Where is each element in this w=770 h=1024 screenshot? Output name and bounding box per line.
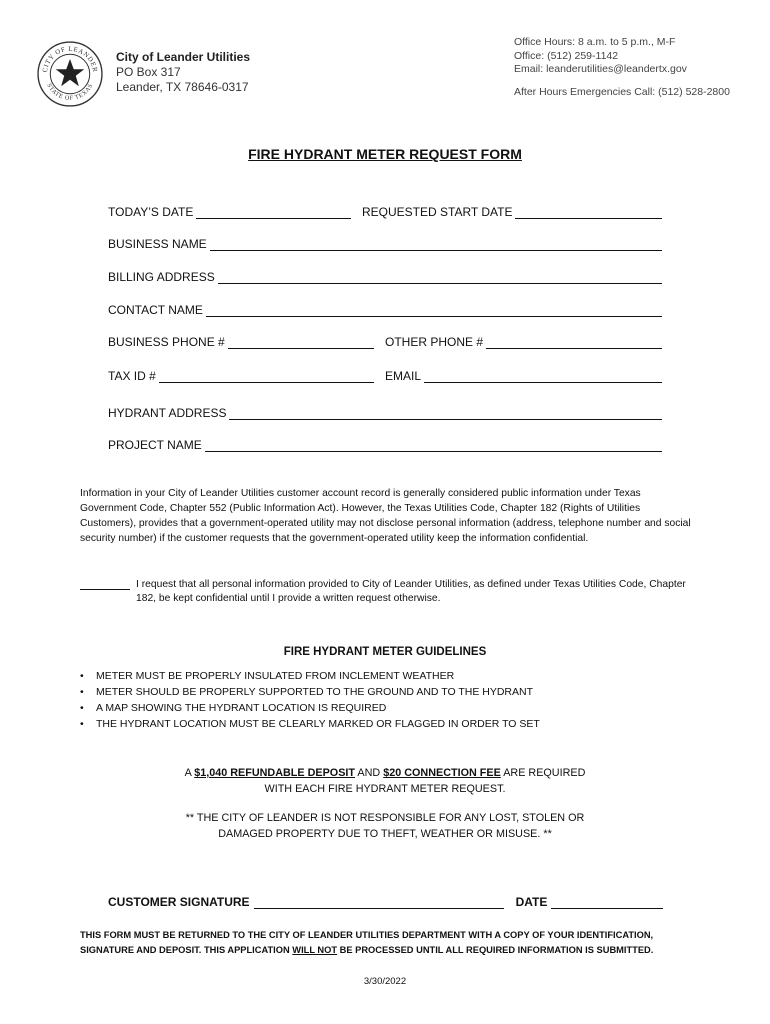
other-phone-line[interactable] [486,336,662,349]
notice-part-2: BE PROCESSED UNTIL ALL REQUIRED INFORMATION IS SUBMITTED. [337,945,654,955]
project-name-field[interactable] [108,436,662,452]
disclaimer-line-2: DAMAGED PROPERTY DUE TO THEFT, WEATHER OR MISUSE. ** [218,828,552,840]
confidentiality-request [80,578,692,606]
requested-start-date-field[interactable] [362,203,662,219]
guideline-item: • A MAP SHOWING THE HYDRANT LOCATION IS REQUIRED [80,700,540,716]
project-name-label: PROJECT NAME [108,438,202,452]
form-title: FIRE HYDRANT METER REQUEST FORM [248,146,522,162]
deposit-and: AND [355,767,384,779]
organization-name: City of Leander Utilities [116,50,251,64]
guideline-item: • METER MUST BE PROPERLY INSULATED FROM INCLEMENT WEATHER [80,668,540,684]
email-field[interactable] [385,367,662,383]
after-hours-phone: After Hours Emergencies Call: (512) 528-2800 [514,86,730,98]
hydrant-address-label: HYDRANT ADDRESS [108,406,227,420]
deposit-suffix: ARE REQUIRED [500,767,586,779]
notice-part-1: THIS FORM MUST BE RETURNED TO THE CITY OF LEANDER UTILITIES DEPARTMENT WITH A COPY OF YOUR IDENTIFICATION, SIGNATURE AND DEPOSIT. THIS APPLICATION [80,930,654,955]
signature-row [108,893,663,909]
other-phone-label: OTHER PHONE # [385,335,484,349]
privacy-paragraph: Information in your City of Leander Utilities customer account record is generally considered public information under Texas Government Code, Chapter 552 (Public Information Act). However, the Texas Utilities Code, Chapter 182 (Rights of Utilities Customers), provides that a government-operated utility may not disclose personal information (address, telephone number and social security number) if the customer requests that the government-operated utility keep the information confidential. [80,488,691,544]
contact-name-label: CONTACT NAME [108,303,203,317]
deposit-prefix: A [184,767,195,779]
signature-date-line[interactable] [551,896,663,909]
customer-signature-line[interactable] [254,896,504,909]
contact-name-field[interactable] [108,301,662,317]
city-seal-icon [36,40,104,108]
svg-text:STATE OF TEXAS [45,83,94,102]
revision-date: 3/30/2022 [363,976,407,987]
office-hours: Office Hours: 8 a.m. to 5 p.m., M-F [514,36,676,48]
tax-id-field[interactable] [108,367,374,383]
tax-id-label: TAX ID # [108,369,156,383]
customer-signature-label: CUSTOMER SIGNATURE [108,895,250,909]
seal-top-text: CITY OF LEANDER [41,45,99,73]
contact-name-line[interactable] [206,304,662,317]
address-line-1: PO Box 317 [116,65,181,79]
deposit-line-2: WITH EACH FIRE HYDRANT METER REQUEST. [264,783,506,795]
office-email: Email: leanderutilities@leandertx.gov [514,63,687,75]
signature-date-label: DATE [515,895,548,909]
notice-will-not: WILL NOT [292,945,338,955]
guidelines-title: FIRE HYDRANT METER GUIDELINES [283,646,487,658]
tax-id-line[interactable] [159,370,374,383]
requested-start-date-line[interactable] [515,206,662,219]
todays-date-line[interactable] [196,206,351,219]
email-line[interactable] [424,370,662,383]
return-notice [80,928,670,958]
connection-fee: $20 CONNECTION FEE [383,767,501,779]
email-label: EMAIL [385,369,422,383]
business-phone-label: BUSINESS PHONE # [108,335,225,349]
billing-address-label: BILLING ADDRESS [108,270,215,284]
office-phone: Office: (512) 259-1142 [514,49,619,62]
deposit-amount: $1,040 REFUNDABLE DEPOSIT [194,767,355,779]
business-phone-field[interactable] [108,333,374,349]
organization-address [116,50,250,95]
billing-address-field[interactable] [108,268,662,284]
confidentiality-request-text: I request that all personal information provided to City of Leander Utilities, as defined under Texas Utilities Code, Chapter 182, be kept confidential until I provide a written request otherwise. [136,579,686,604]
deposit-requirement [0,765,770,797]
office-contact [514,36,687,77]
confidentiality-initials-line[interactable] [80,589,130,590]
liability-disclaimer [0,810,770,842]
business-name-line[interactable] [210,238,662,251]
todays-date-label: TODAY’S DATE [108,205,194,219]
todays-date-field[interactable] [108,203,351,219]
business-name-label: BUSINESS NAME [108,237,207,251]
disclaimer-line-1: ** THE CITY OF LEANDER IS NOT RESPONSIBLE FOR ANY LOST, STOLEN OR [185,812,585,824]
address-line-2: Leander, TX 78646-0317 [116,80,249,94]
guidelines-list [80,668,540,732]
seal-bottom-text: STATE OF TEXAS [45,82,95,102]
business-name-field[interactable] [108,235,662,251]
other-phone-field[interactable] [385,333,662,349]
guideline-item: • THE HYDRANT LOCATION MUST BE CLEARLY MARKED OR FLAGGED IN ORDER TO SET [80,716,540,732]
hydrant-address-field[interactable] [108,404,662,420]
guideline-item: • METER SHOULD BE PROPERLY SUPPORTED TO THE GROUND AND TO THE HYDRANT [80,684,540,700]
requested-start-date-label: REQUESTED START DATE [362,205,513,219]
business-phone-line[interactable] [228,336,374,349]
billing-address-line[interactable] [218,271,662,284]
hydrant-address-line[interactable] [229,407,662,420]
project-name-line[interactable] [205,439,662,452]
